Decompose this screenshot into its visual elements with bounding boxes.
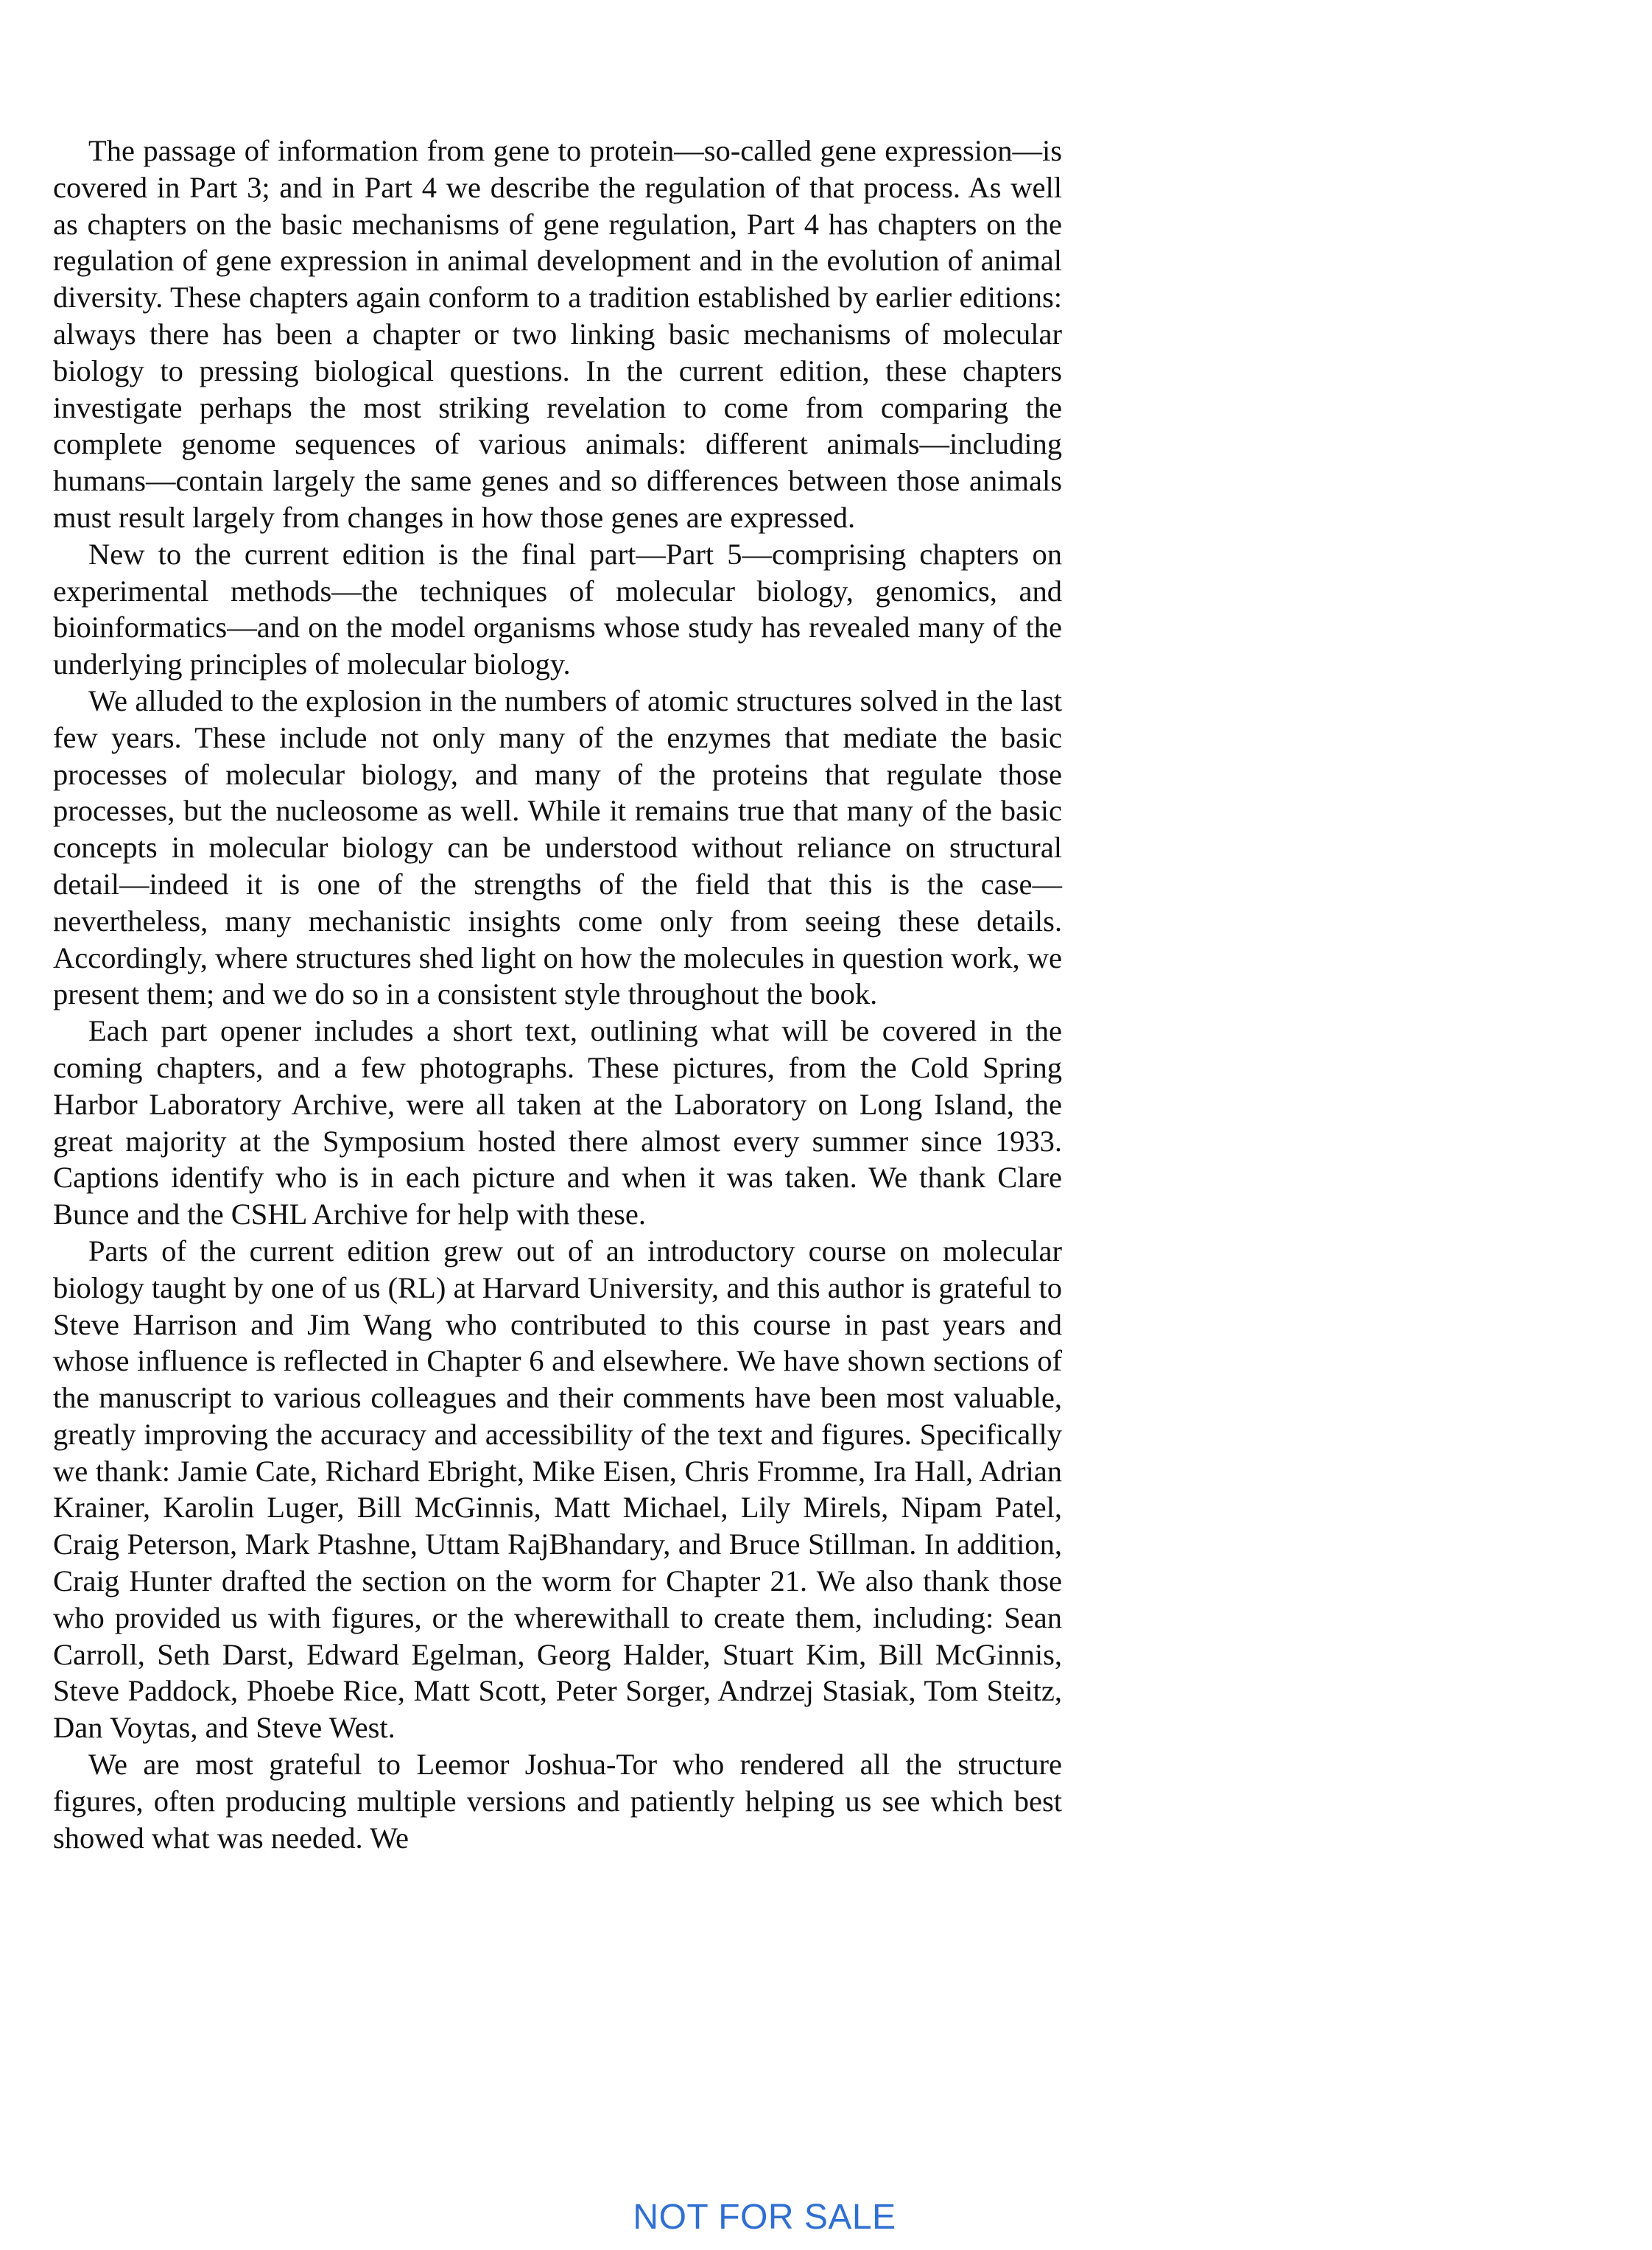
paragraph-structure-figures: We are most grateful to Leemor Joshua-Tor who rendered all the structure figures, often producing multiple versions and patiently helping us see which best showed what was needed. We bbox=[53, 1748, 1062, 1855]
paragraph-part-5: New to the current edition is the final part—Part 5—comprising chapters on experimental methods—the techniques of molecular biology, genomics, and bioinformatics—and on the model organisms whose study has revealed many of the underlying principles of molecular biology. bbox=[53, 537, 1062, 681]
paragraph-acknowledgments: Parts of the current edition grew out of an introductory course on molecular biology taught by one of us (RL) at Harvard University, and this author is grateful to Steve Harrison and Jim Wang who contributed to this course in past years and whose influence is reflected in Chapter 6 and elsewhere. We have shown sections of the manuscript to various colleagues and their comments have been most valuable, greatly improving the accuracy and accessibility of the text and figures. Specifically we thank: Jamie Cate, Richard Ebright, Mike Eisen, Chris Fromme, Ira Hall, Adrian Krainer, Karolin Luger, Bill McGinnis, Matt Michael, Lily Mirels, Nipam Patel, Craig Peterson, Mark Ptashne, Uttam RajBhandary, and Bruce Stillman. In addition, Craig Hunter drafted the section on the worm for Chapter 21. We also thank those who provided us with figures, or the wherewithall to create them, including: Sean Carroll, Seth Darst, Edward Egelman, Georg Halder, Stuart Kim, Bill McGinnis, Steve Paddock, Phoebe Rice, Matt Scott, Peter Sorger, Andrzej Stasiak, Tom Steitz, Dan Voytas, and Steve West. bbox=[53, 1234, 1062, 1745]
paragraph-gene-expression: The passage of information from gene to protein—so-called gene expression—is covered in Part 3; and in Part 4 we describe the regulation of that process. As well as chapters on the basic mechanisms of gene regulation, Part 4 has chapters on the regulation of gene expression in animal development and in the evolution of animal diversity. These chapters again conform to a tradition established by earlier editions: always there has been a chapter or two linking basic mechanisms of molecular biology to pressing biological questions. In the current edition, these chapters investigate perhaps the most striking revelation to come from comparing the complete genome sequences of various animals: different animals—including humans—contain largely the same genes and so differences between those animals must result largely from changes in how those genes are expressed. bbox=[53, 134, 1062, 534]
paragraph-atomic-structures: We alluded to the explosion in the numbers of atomic structures solved in the last few years. These include not only many of the enzymes that mediate the basic processes of molecular biology, and many of the proteins that regulate those processes, but the nucleosome as well. While it remains true that many of the basic concepts in molecular biology can be understood without reliance on structural detail—indeed it is one of the strengths of the field that this is the case—nevertheless, many mechanistic insights come only from seeing these details. Accordingly, where structures shed light on how the molecules in question work, we present them; and we do so in a consistent style throughout the book. bbox=[53, 683, 1062, 1011]
not-for-sale-watermark: NOT FOR SALE bbox=[633, 2198, 896, 2237]
paragraph-part-opener: Each part opener includes a short text, outlining what will be covered in the coming chapters, and a few photographs. These pictures, from the Cold Spring Harbor Laboratory Archive, were all taken at the Laboratory on Long Island, the great majority at the Symposium hosted there almost every summer since 1933. Captions identify who is in each picture and when it was taken. We thank Clare Bunce and the CSHL Archive for help with these. bbox=[53, 1014, 1062, 1231]
document-page bbox=[53, 133, 1062, 1856]
